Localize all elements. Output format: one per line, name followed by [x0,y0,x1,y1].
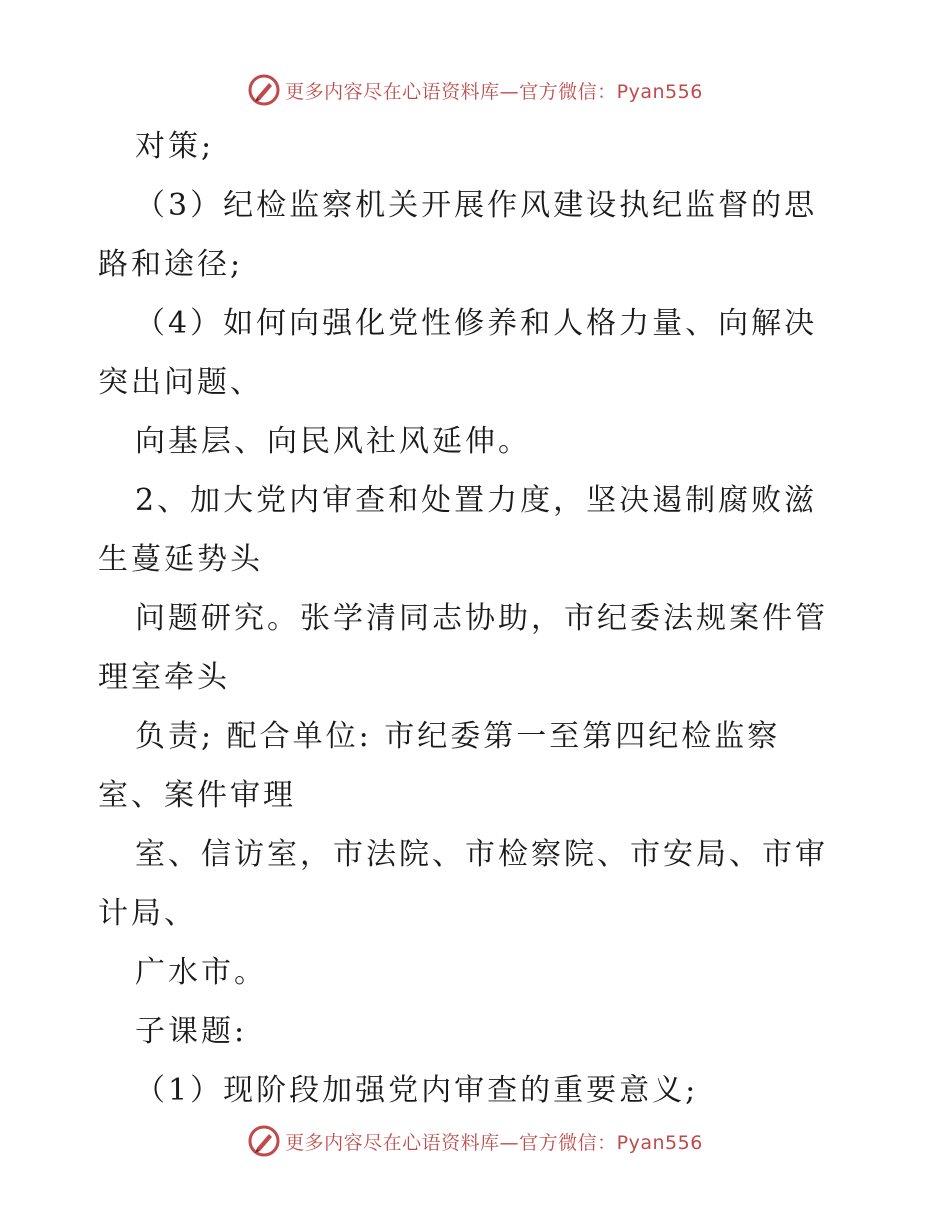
body-line: 突出问题、 [98,365,263,400]
footer-banner-inner [247,1124,703,1158]
body-line: 2、加大党内审查和处置力度，坚决遏制腐败滋 [135,483,818,518]
body-line: 理室牵头 [98,660,230,695]
body-line: 生蔓延势头 [98,542,263,577]
header-banner-inner [247,73,703,107]
pen-logo-icon [247,73,281,107]
body-line: 对策; [135,129,215,164]
header-banner-text: 更多内容尽在心语资料库—官方微信：Pyan556 [285,80,703,103]
body-line: 子课题: [135,1014,248,1049]
header-banner [0,70,950,110]
body-line: （3）纪检监察机关开展作风建设执纪监督的思 [135,188,818,223]
body-line: 室、信访室，市法院、市检察院、市安局、市审 [135,837,828,872]
body-line: 路和途径; [98,247,244,282]
body-line: 负责; 配合单位: 市纪委第一至第四纪检监察 [135,719,781,754]
body-line: （4）如何向强化党性修养和人格力量、向解决 [135,306,818,341]
body-line: 向基层、向民风社风延伸。 [135,424,531,459]
body-line: （1）现阶段加强党内审查的重要意义; [135,1073,699,1108]
body-line: 计局、 [98,896,197,931]
footer-banner [0,1121,950,1161]
body-line: 问题研究。张学清同志协助，市纪委法规案件管 [135,601,828,636]
body-line: 广水市。 [135,955,267,990]
body-line: 室、案件审理 [98,778,296,813]
footer-banner-text: 更多内容尽在心语资料库—官方微信：Pyan556 [285,1131,703,1154]
pen-logo-icon [247,1124,281,1158]
